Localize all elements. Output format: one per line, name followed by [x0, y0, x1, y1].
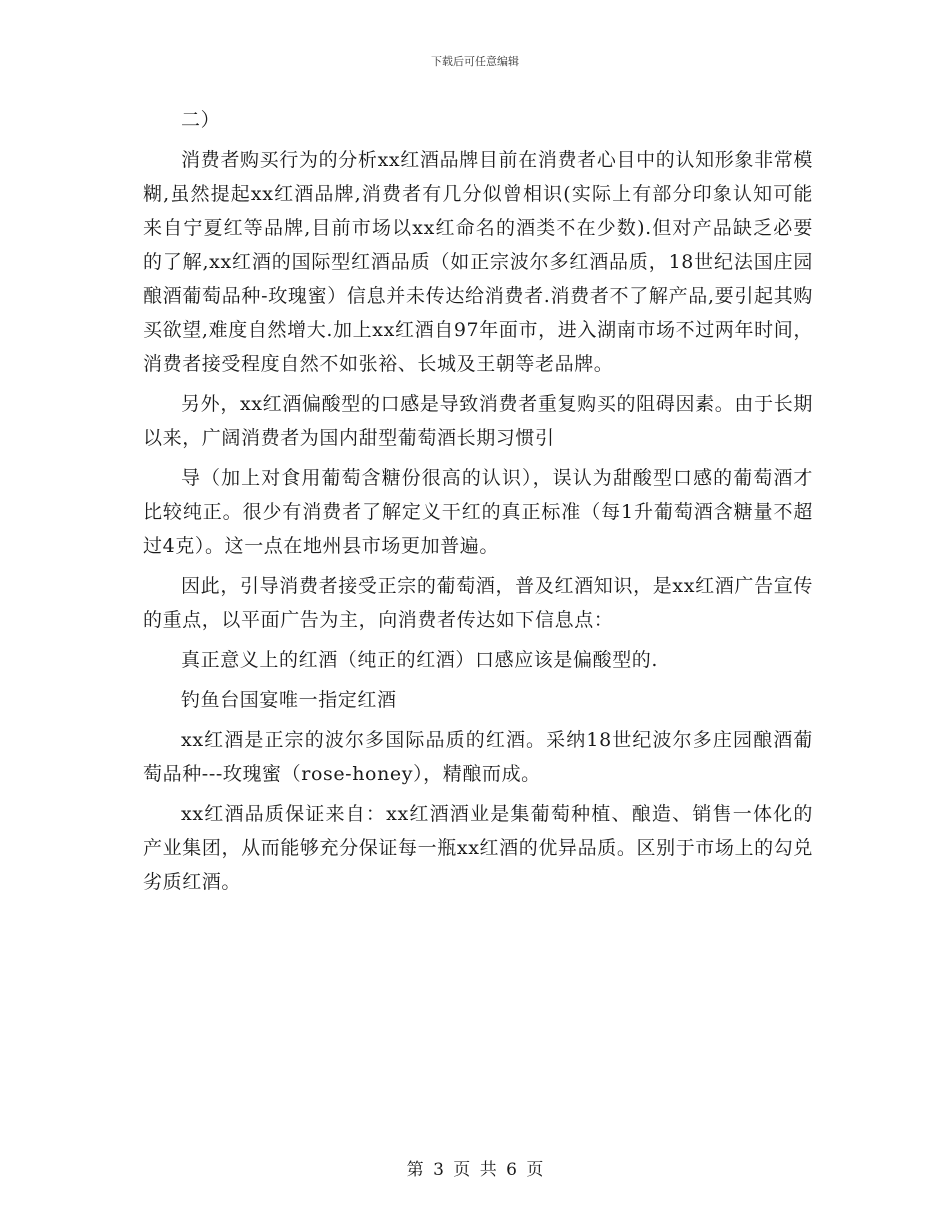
paragraph-info-point-quality: xx红酒品质保证来自：xx红酒酒业是集葡萄种植、酿造、销售一体化的产业集团，从而能够充分保证每一瓶xx红酒的优异品质。区别于市场上的勾兑劣质红酒。 [143, 803, 813, 893]
paragraph-sweet-misconception: 导（加上对食用葡萄含糖份很高的认识），误认为甜酸型口感的葡萄酒才比较纯正。很少有消费者了解定义干红的真正标准（每1升葡萄酒含糖量不超过4克）。这一点在地州县市场更加普遍。 [143, 467, 813, 557]
paragraph-section-marker: 二） [181, 109, 221, 131]
paragraph-info-point-taste: 真正意义上的红酒（纯正的红酒）口感应该是偏酸型的. [181, 649, 659, 671]
paragraph-info-point-bordeaux: xx红酒是正宗的波尔多国际品质的红酒。采纳18世纪波尔多庄园酿酒葡萄品种---玫瑰蜜（rose-honey），精酿而成。 [143, 729, 813, 785]
paragraph-info-point-state-banquet: 钓鱼台国宴唯一指定红酒 [181, 689, 397, 711]
paragraph-sour-taste: 另外，xx红酒偏酸型的口感是导致消费者重复购买的阻碍因素。由于长期以来，广阔消费者为国内甜型葡萄酒长期习惯引 [143, 393, 813, 449]
paragraph-consumer-analysis: 消费者购买行为的分析xx红酒品牌目前在消费者心目中的认知形象非常模糊,虽然提起xx红酒品牌,消费者有几分似曾相识(实际上有部分印象认知可能来自宁夏红等品牌,目前市场以xx红命名的酒类不在少数).但对产品缺乏必要的了解,xx红酒的国际型红酒品质（如正宗波尔多红酒品质，18世纪法国庄园酿酒葡萄品种-玫瑰蜜）信息并未传达给消费者.消费者不了解产品,要引起其购买欲望,难度自然增大.加上xx红酒自97年面市，进入湖南市场不过两年时间，消费者接受程度自然不如张裕、长城及王朝等老品牌。 [143, 149, 813, 375]
paragraph-advertising-focus: 因此，引导消费者接受正宗的葡萄酒，普及红酒知识，是xx红酒广告宣传的重点，以平面广告为主，向消费者传达如下信息点： [143, 575, 813, 631]
document-body [143, 103, 813, 899]
page-header-note: 下载后可任意编辑 [431, 55, 519, 68]
page-number-footer: 第 3 页 共 6 页 [406, 1160, 544, 1180]
